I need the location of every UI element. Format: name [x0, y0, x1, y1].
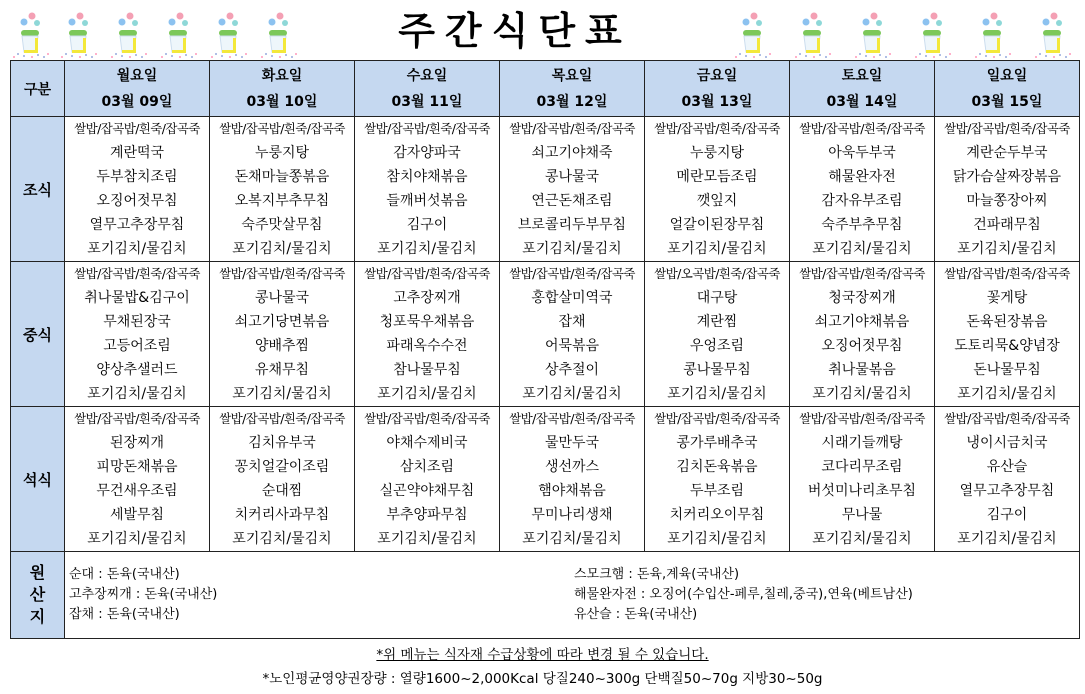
menu-item: 야채수제비국: [386, 435, 468, 451]
menu-item: 감자유부조림: [821, 193, 903, 209]
menu-item: 오복지부추무침: [234, 193, 330, 209]
menu-item: 유채무침: [254, 362, 310, 378]
menu-item: 포기김치/물김치: [812, 531, 912, 547]
flower-pot-icon: [790, 8, 834, 60]
menu-item: 들깨버섯볶음: [386, 193, 468, 209]
menu-item: 김구이: [986, 507, 1028, 523]
menu-cell: [935, 117, 1080, 262]
menu-item: 쌀밥/잡곡밥/흰죽/잡곡죽: [364, 411, 490, 426]
day-name: 토요일: [841, 67, 883, 84]
menu-item: 포기김치/물김치: [812, 241, 912, 257]
menu-cell: [935, 407, 1080, 552]
menu-item: 마늘쫑장아찌: [966, 193, 1048, 209]
menu-cell: [210, 117, 355, 262]
menu-item: 포기김치/물김치: [957, 531, 1057, 547]
menu-item: 어묵볶음: [544, 338, 600, 354]
menu-item: 청국장찌개: [828, 290, 896, 306]
menu-item: 연근돈채조림: [531, 193, 613, 209]
menu-item: 포기김치/물김치: [957, 241, 1057, 257]
menu-item: 해물완자전: [828, 169, 896, 185]
menu-item: 고추장찌개: [393, 290, 461, 306]
menu-cell: [65, 262, 210, 407]
menu-item: 포기김치/물김치: [377, 241, 477, 257]
meal-row: [11, 262, 1080, 407]
menu-item: 포기김치/물김치: [957, 386, 1057, 402]
menu-item: 김치돈육볶음: [676, 459, 758, 475]
menu-item: 돈육된장볶음: [966, 314, 1048, 330]
menu-item: 두부조림: [689, 483, 745, 499]
menu-item: 쌀밥/잡곡밥/흰죽/잡곡죽: [944, 266, 1070, 281]
menu-cell: [65, 407, 210, 552]
day-header-3: [355, 61, 500, 117]
origin-label: [11, 552, 65, 639]
menu-item: 피망돈채볶음: [96, 459, 178, 475]
origin-item: 유산슬 : 돈육(국내산): [574, 607, 698, 622]
origin-item: 스모크햄 : 돈육,계육(국내산): [574, 567, 740, 582]
menu-cell: [790, 117, 935, 262]
menu-item: 포기김치/물김치: [522, 386, 622, 402]
menu-cell: [500, 117, 645, 262]
menu-item: 오징어젓무침: [821, 338, 903, 354]
menu-item: 쌀밥/잡곡밥/흰죽/잡곡죽: [654, 411, 780, 426]
menu-item: 햄야채볶음: [538, 483, 606, 499]
menu-item: 메란모듬조림: [676, 169, 758, 185]
header-row: [11, 61, 1080, 117]
menu-item: 건파래무침: [973, 217, 1041, 233]
day-date: 03월 10일: [246, 93, 318, 110]
menu-item: 감자양파국: [393, 145, 461, 161]
menu-item: 포기김치/물김치: [812, 386, 912, 402]
origin-item: 잡채 : 돈육(국내산): [69, 607, 180, 622]
menu-item: 생선까스: [544, 459, 600, 475]
menu-item: 쌀밥/잡곡밥/흰죽/잡곡죽: [509, 121, 635, 136]
day-name: 수요일: [406, 67, 448, 84]
menu-cell: [355, 117, 500, 262]
menu-item: 된장찌개: [109, 435, 165, 451]
day-header-5: [645, 61, 790, 117]
menu-item: 쌀밥/잡곡밥/흰죽/잡곡죽: [74, 411, 200, 426]
menu-item: 누룽지탕: [254, 145, 310, 161]
menu-item: 꽃게탕: [986, 290, 1028, 306]
menu-item: 양배추찜: [254, 338, 310, 354]
menu-cell: [500, 262, 645, 407]
menu-item: 치커리오이무침: [669, 507, 765, 523]
flower-pot-icon: [970, 8, 1014, 60]
origin-content: [65, 552, 1080, 639]
menu-item: 누룽지탕: [689, 145, 745, 161]
day-header-4: [500, 61, 645, 117]
day-date: 03월 12일: [536, 93, 608, 110]
menu-item: 고등어조림: [103, 338, 171, 354]
menu-item: 파래옥수수전: [386, 338, 468, 354]
menu-item: 꽁치얼갈이조림: [234, 459, 330, 475]
menu-cell: [355, 262, 500, 407]
menu-item: 취나물밥&김구이: [84, 290, 190, 306]
menu-item: 열무고추장무침: [89, 217, 185, 233]
menu-item: 두부참치조림: [96, 169, 178, 185]
menu-item: 무건새우조림: [96, 483, 178, 499]
menu-item: 돈채마늘쫑볶음: [234, 169, 330, 185]
menu-item: 계란찜: [696, 314, 738, 330]
menu-item: 냉이시금치국: [966, 435, 1048, 451]
menu-item: 포기김치/물김치: [377, 386, 477, 402]
menu-item: 브로콜리두부무침: [517, 217, 627, 233]
menu-item: 포기김치/물김치: [87, 386, 187, 402]
origin-row: [11, 552, 1080, 639]
menu-item: 참치야채볶음: [386, 169, 468, 185]
menu-cell: [210, 262, 355, 407]
origin-label-char: 원: [29, 563, 46, 582]
menu-item: 시래기들깨탕: [821, 435, 903, 451]
day-header-7: [935, 61, 1080, 117]
menu-item: 부추양파무침: [386, 507, 468, 523]
menu-item: 쌀밥/잡곡밥/흰죽/잡곡죽: [654, 121, 780, 136]
menu-item: 삼치조림: [399, 459, 455, 475]
day-date: 03월 13일: [681, 93, 753, 110]
menu-item: 김치유부국: [248, 435, 316, 451]
flower-pot-icon: [156, 8, 200, 60]
day-name: 일요일: [986, 67, 1028, 84]
day-date: 03월 15일: [971, 93, 1043, 110]
menu-item: 순대찜: [261, 483, 303, 499]
flower-pot-icon: [56, 8, 100, 60]
menu-item: 쇠고기야채죽: [531, 145, 613, 161]
weekly-menu-table: [10, 60, 1080, 639]
menu-item: 쌀밥/잡곡밥/흰죽/잡곡죽: [944, 411, 1070, 426]
menu-item: 양상추샐러드: [96, 362, 178, 378]
day-name: 금요일: [696, 67, 738, 84]
meal-label: 조식: [11, 117, 65, 262]
menu-item: 콩나물무침: [683, 362, 751, 378]
menu-cell: [645, 407, 790, 552]
menu-item: 콩나물국: [254, 290, 310, 306]
menu-item: 쌀밥/잡곡밥/흰죽/잡곡죽: [74, 266, 200, 281]
flower-pot-icon: [910, 8, 954, 60]
menu-cell: [65, 117, 210, 262]
menu-item: 치커리사과무침: [234, 507, 330, 523]
change-notice: *위 메뉴는 식자재 수급상황에 따라 변경 될 수 있습니다.: [376, 647, 709, 663]
menu-item: 쌀밥/잡곡밥/흰죽/잡곡죽: [74, 121, 200, 136]
top-banner: [0, 0, 1085, 60]
menu-item: 포기김치/물김치: [87, 531, 187, 547]
day-date: 03월 14일: [826, 93, 898, 110]
flower-pot-icon: [8, 8, 52, 60]
menu-item: 오징어젓무침: [96, 193, 178, 209]
flower-pot-icon: [1030, 8, 1074, 60]
menu-item: 쌀밥/잡곡밥/흰죽/잡곡죽: [509, 411, 635, 426]
menu-cell: [210, 407, 355, 552]
menu-item: 도토리묵&양념장: [954, 338, 1060, 354]
flower-pot-icon: [256, 8, 300, 60]
menu-item: 쌀밥/잡곡밥/흰죽/잡곡죽: [799, 411, 925, 426]
menu-item: 세발무침: [109, 507, 165, 523]
menu-item: 쌀밥/잡곡밥/흰죽/잡곡죽: [364, 121, 490, 136]
menu-item: 콩가루배추국: [676, 435, 758, 451]
menu-item: 포기김치/물김치: [87, 241, 187, 257]
origin-item: 고추장찌개 : 돈육(국내산): [69, 587, 218, 602]
menu-item: 잡채: [558, 314, 586, 330]
menu-item: 무미나리생채: [531, 507, 613, 523]
meal-row: [11, 117, 1080, 262]
menu-item: 실곤약야채무침: [379, 483, 475, 499]
menu-item: 쌀밥/잡곡밥/흰죽/잡곡죽: [509, 266, 635, 281]
day-date: 03월 09일: [101, 93, 173, 110]
menu-item: 얼갈이된장무침: [669, 217, 765, 233]
menu-item: 물만두국: [544, 435, 600, 451]
category-header: 구분: [11, 61, 65, 117]
menu-cell: [790, 262, 935, 407]
menu-item: 계란떡국: [109, 145, 165, 161]
menu-item: 아욱두부국: [828, 145, 896, 161]
menu-cell: [935, 262, 1080, 407]
flower-pot-icon: [850, 8, 894, 60]
menu-cell: [790, 407, 935, 552]
menu-cell: [645, 262, 790, 407]
meal-label: 석식: [11, 407, 65, 552]
menu-item: 쌀밥/잡곡밥/흰죽/잡곡죽: [944, 121, 1070, 136]
origin-item: 순대 : 돈육(국내산): [69, 567, 180, 582]
menu-item: 쌀밥/잡곡밥/흰죽/잡곡죽: [364, 266, 490, 281]
menu-item: 쇠고기야채볶음: [814, 314, 910, 330]
day-name: 월요일: [116, 67, 158, 84]
menu-item: 포기김치/물김치: [522, 241, 622, 257]
menu-cell: [500, 407, 645, 552]
menu-item: 상추절이: [544, 362, 600, 378]
flower-pot-icon: [730, 8, 774, 60]
menu-item: 쌀밥/잡곡밥/흰죽/잡곡죽: [219, 121, 345, 136]
menu-item: 깻잎지: [696, 193, 738, 209]
menu-item: 포기김치/물김치: [522, 531, 622, 547]
origin-list: [65, 565, 1079, 625]
menu-item: 숙주부추무침: [821, 217, 903, 233]
menu-item: 포기김치/물김치: [232, 531, 332, 547]
menu-item: 쌀밥/오곡밥/흰죽/잡곡죽: [654, 266, 780, 281]
day-header-1: [65, 61, 210, 117]
menu-item: 포기김치/물김치: [232, 386, 332, 402]
day-name: 화요일: [261, 67, 303, 84]
menu-item: 유산슬: [986, 459, 1028, 475]
menu-cell: [645, 117, 790, 262]
menu-item: 김구이: [406, 217, 448, 233]
origin-label-char: 지: [29, 607, 46, 626]
menu-item: 돈나물무침: [973, 362, 1041, 378]
page-title: 주간식단표: [330, 4, 700, 58]
menu-item: 청포묵우채볶음: [379, 314, 475, 330]
menu-item: 포기김치/물김치: [667, 531, 767, 547]
menu-item: 취나물볶음: [828, 362, 896, 378]
menu-item: 쌀밥/잡곡밥/흰죽/잡곡죽: [799, 266, 925, 281]
day-name: 목요일: [551, 67, 593, 84]
menu-item: 쇠고기당면볶음: [234, 314, 330, 330]
day-header-2: [210, 61, 355, 117]
menu-item: 코다리무조림: [821, 459, 903, 475]
origin-right-column: [574, 565, 1079, 625]
origin-label-char: 산: [29, 585, 46, 604]
menu-item: 쌀밥/잡곡밥/흰죽/잡곡죽: [219, 266, 345, 281]
origin-item: 해물완자전 : 오징어(수입산-페루,칠레,중국),연육(베트남산): [574, 587, 913, 602]
flower-pot-icon: [106, 8, 150, 60]
menu-item: 쌀밥/잡곡밥/흰죽/잡곡죽: [799, 121, 925, 136]
flower-pot-icon: [206, 8, 250, 60]
menu-item: 포기김치/물김치: [667, 386, 767, 402]
menu-item: 포기김치/물김치: [377, 531, 477, 547]
meal-row: [11, 407, 1080, 552]
menu-item: 콩나물국: [544, 169, 600, 185]
origin-left-column: [69, 565, 574, 625]
menu-item: 숙주맛살무침: [241, 217, 323, 233]
day-date: 03월 11일: [391, 93, 463, 110]
menu-item: 무나물: [841, 507, 883, 523]
menu-item: 대구탕: [696, 290, 738, 306]
menu-item: 참나물무침: [393, 362, 461, 378]
menu-item: 포기김치/물김치: [667, 241, 767, 257]
menu-item: 버섯미나리초무침: [807, 483, 917, 499]
menu-item: 홍합살미역국: [531, 290, 613, 306]
menu-item: 무채된장국: [103, 314, 171, 330]
menu-item: 닭가슴살짜장볶음: [952, 169, 1062, 185]
nutrition-info: *노인평균영양권장량 : 열량1600~2,000Kcal 당질240~300g 단백질50~70g 지방30~50g: [262, 671, 823, 687]
menu-item: 계란순두부국: [966, 145, 1048, 161]
menu-item: 열무고추장무침: [959, 483, 1055, 499]
menu-item: 포기김치/물김치: [232, 241, 332, 257]
meal-label: 중식: [11, 262, 65, 407]
menu-cell: [355, 407, 500, 552]
menu-item: 우엉조림: [689, 338, 745, 354]
day-header-6: [790, 61, 935, 117]
menu-item: 쌀밥/잡곡밥/흰죽/잡곡죽: [219, 411, 345, 426]
